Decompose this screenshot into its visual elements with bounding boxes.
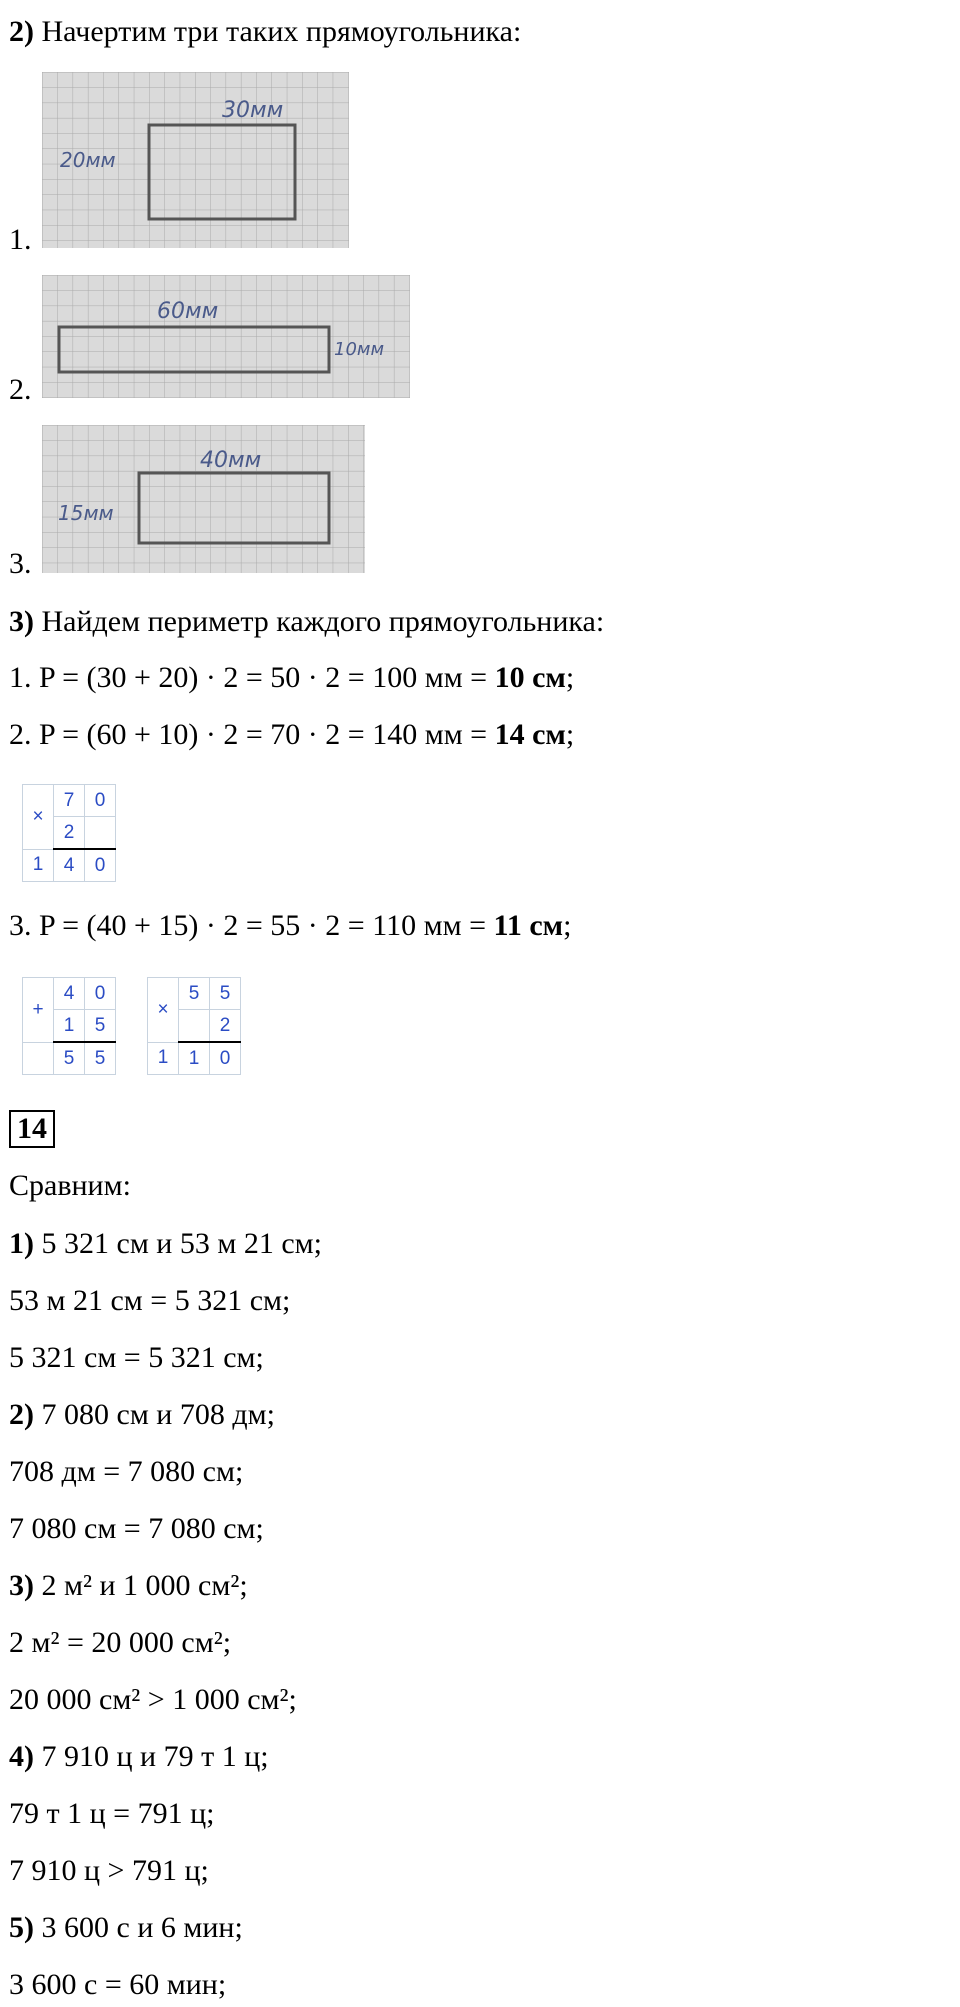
calc2-empty-cell	[23, 1042, 54, 1075]
part2-heading: 2) Начертим три таких прямоугольника:	[9, 15, 522, 48]
rectangle-photo-3	[42, 425, 365, 573]
calc3-cell: 5	[179, 978, 210, 1010]
part3-heading: 3) Найдем периметр каждого прямоугольника:	[9, 605, 605, 638]
compare-line: 4) 7 910 ц и 79 т 1 ц;	[9, 1740, 269, 1773]
calc3-sign: ×	[148, 978, 179, 1043]
calc2-cell: 0	[85, 978, 116, 1010]
calc1-cell: 0	[85, 785, 116, 817]
task-number-box: 14	[9, 1110, 55, 1148]
task-intro: Сравним:	[9, 1169, 131, 1202]
calc2-cell: 5	[85, 1010, 116, 1043]
calc2-cell: 1	[54, 1010, 85, 1043]
figure-number-1: 1.	[9, 223, 32, 256]
column-multiplication-2	[147, 977, 241, 1075]
perimeter-line-1: 1. P = (30 + 20) · 2 = 50 · 2 = 100 мм = 10 см;	[9, 661, 575, 694]
rectangle-photo-1	[42, 72, 349, 248]
column-multiplication-1	[22, 784, 116, 882]
compare-line: 20 000 см² > 1 000 см²;	[9, 1683, 297, 1716]
rect2-top-label: 60мм	[157, 299, 219, 324]
calc1-result-cell: 1	[23, 849, 54, 882]
calc1-cell	[85, 817, 116, 850]
compare-line: 5 321 см = 5 321 см;	[9, 1341, 264, 1374]
perimeter-line-2: 2. P = (60 + 10) · 2 = 70 · 2 = 140 мм = 14 см;	[9, 718, 575, 751]
compare-line: 5) 3 600 с и 6 мин;	[9, 1911, 243, 1944]
compare-line: 3 600 с = 60 мин;	[9, 1968, 227, 2001]
compare-line: 3) 2 м² и 1 000 см²;	[9, 1569, 248, 1602]
calc1-cell: 2	[54, 817, 85, 850]
calc3-result-cell: 1	[148, 1042, 179, 1075]
rect1-top-label: 30мм	[222, 98, 284, 123]
compare-line: 2) 7 080 см и 708 дм;	[9, 1398, 275, 1431]
figure-number-2: 2.	[9, 373, 32, 406]
calc1-cell: 7	[54, 785, 85, 817]
rectangle-photo-2	[42, 275, 410, 398]
calc1-sign: ×	[23, 785, 54, 850]
calc2-result-cell: 5	[85, 1042, 116, 1075]
calc2-result-cell: 5	[54, 1042, 85, 1075]
perimeter-line-3: 3. P = (40 + 15) · 2 = 55 · 2 = 110 мм = 11 см;	[9, 909, 572, 942]
compare-line: 53 м 21 см = 5 321 см;	[9, 1284, 291, 1317]
compare-line: 2 м² = 20 000 см²;	[9, 1626, 232, 1659]
calc2-cell: 4	[54, 978, 85, 1010]
calc3-cell	[179, 1010, 210, 1043]
calc3-cell: 5	[210, 978, 241, 1010]
calc3-cell: 2	[210, 1010, 241, 1043]
rect3-side-label: 15мм	[58, 501, 114, 525]
calc1-result-cell: 4	[54, 849, 85, 882]
compare-line: 79 т 1 ц = 791 ц;	[9, 1797, 215, 1830]
compare-line: 1) 5 321 см и 53 м 21 см;	[9, 1227, 322, 1260]
figure-number-3: 3.	[9, 547, 32, 580]
calc2-sign: +	[23, 978, 54, 1043]
compare-line: 7 080 см = 7 080 см;	[9, 1512, 264, 1545]
calc3-result-cell: 1	[179, 1042, 210, 1075]
column-addition	[22, 977, 116, 1075]
compare-line: 7 910 ц > 791 ц;	[9, 1854, 209, 1887]
rect2-side-label: 10мм	[334, 339, 385, 360]
calc1-result-cell: 0	[85, 849, 116, 882]
calc3-result-cell: 0	[210, 1042, 241, 1075]
rect3-top-label: 40мм	[200, 448, 262, 473]
rect1-side-label: 20мм	[60, 148, 116, 172]
compare-line: 708 дм = 7 080 см;	[9, 1455, 244, 1488]
